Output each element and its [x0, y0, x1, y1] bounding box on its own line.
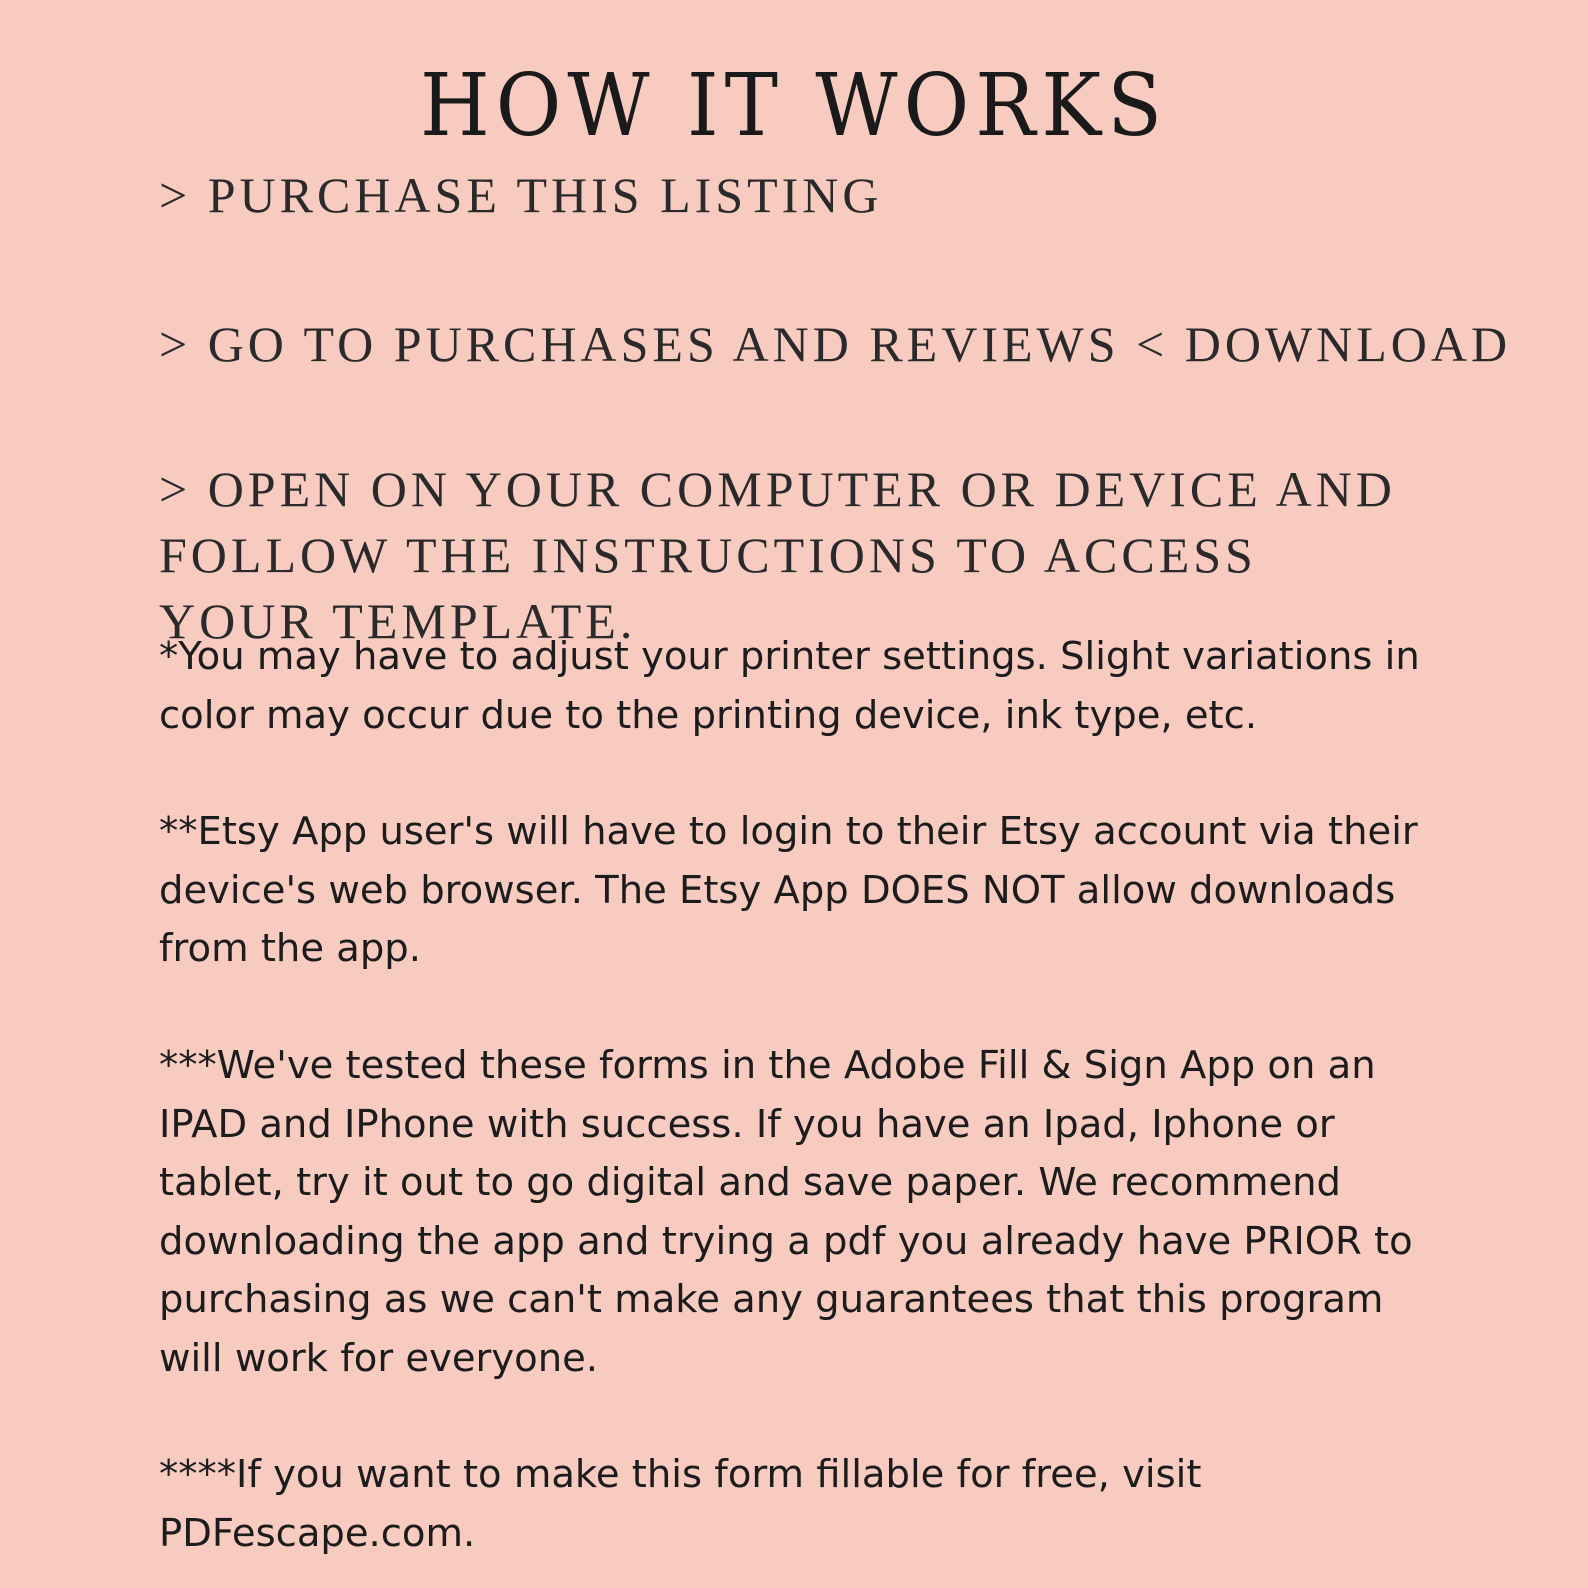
note-printer-settings: *You may have to adjust your printer settings. Slight variations in color may occur due to the printing device, ink type, etc. — [159, 634, 1420, 738]
note-pdfescape: ****If you want to make this form fillable for free, visit PDFescape.com. — [159, 1452, 1202, 1556]
note-etsy-app: **Etsy App user's will have to login to their Etsy account via their device's web browser. The Etsy App DOES NOT allow downloads from the app. — [159, 809, 1418, 971]
page-title: HOW IT WORKS — [419, 55, 1168, 156]
step-download: > GO TO PURCHASES AND REVIEWS < DOWNLOAD — [159, 316, 1512, 372]
step-open-template: > OPEN ON YOUR COMPUTER OR DEVICE AND FOLLOW THE INSTRUCTIONS TO ACCESS YOUR TEMPLATE. — [159, 461, 1396, 649]
note-adobe-fill-sign: ***We've tested these forms in the Adobe Fill & Sign App on an IPAD and IPhone with success. If you have an Ipad, Iphone or tablet, try it out to go digital and save paper. We recommend downloading the app and trying a pdf you already have PRIOR to purchasing as we can't make any guarantees that this program will work for everyone. — [159, 1043, 1413, 1381]
step-purchase: > PURCHASE THIS LISTING — [159, 167, 883, 223]
